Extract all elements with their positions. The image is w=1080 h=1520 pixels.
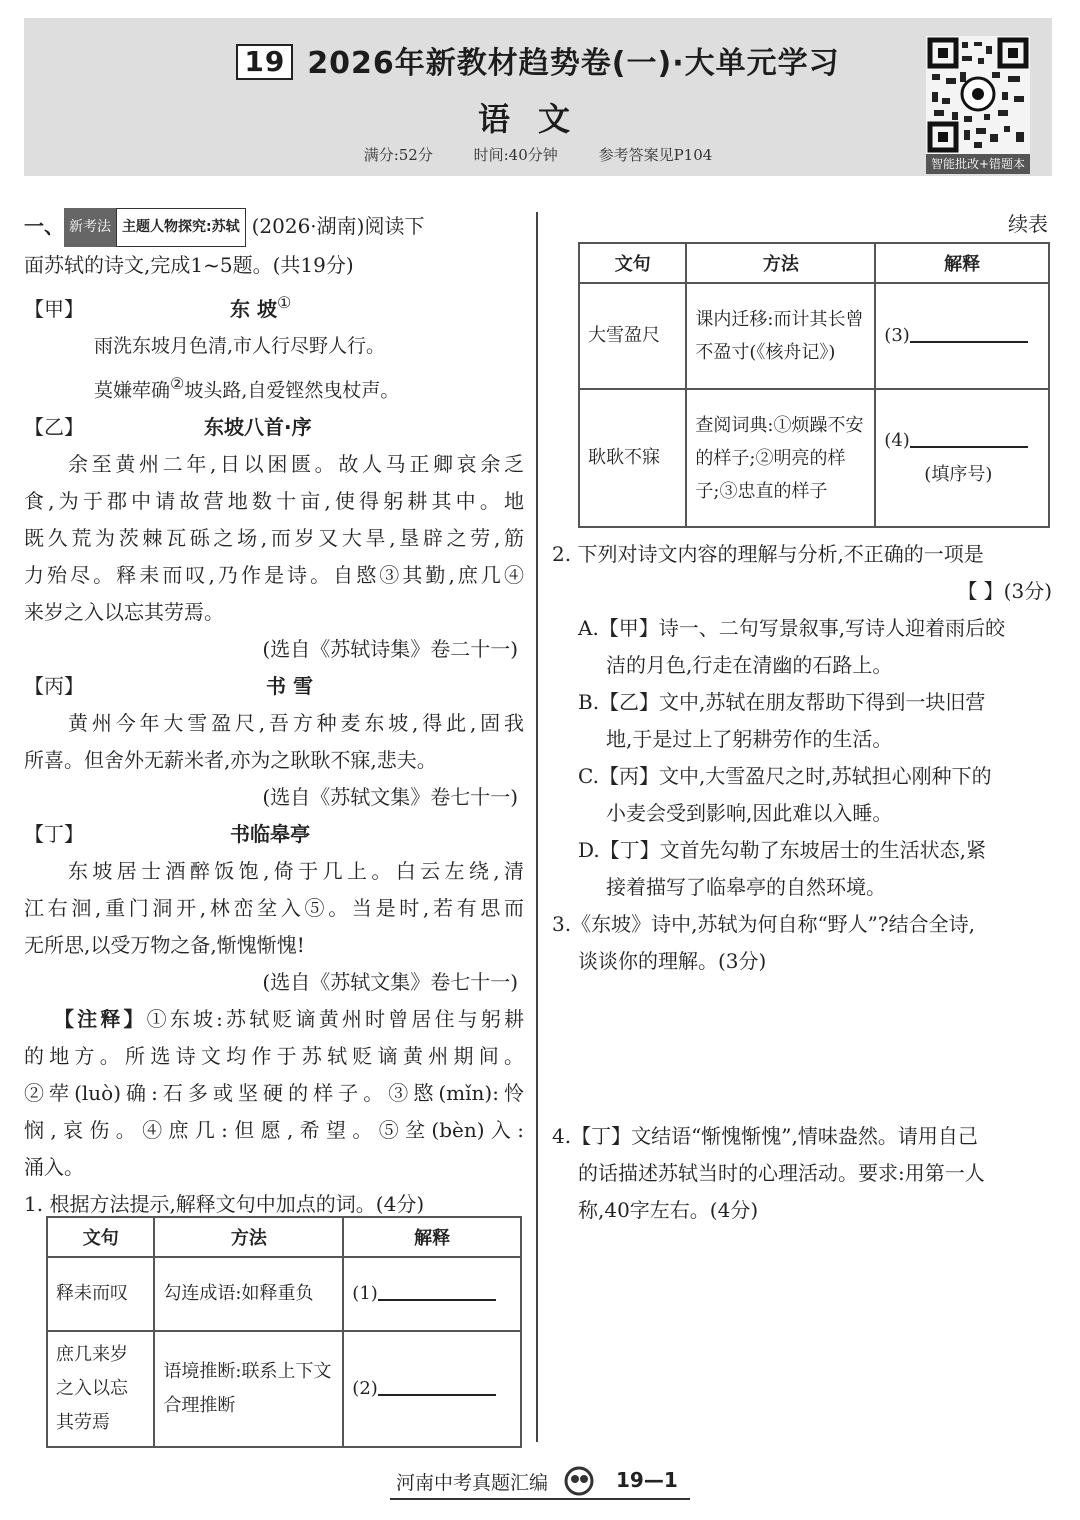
sentence-cell: 释耒而叹: [47, 1257, 154, 1331]
section-intro-line2: 面苏轼的诗文,完成1~5题。(共19分): [24, 253, 354, 277]
option-d[interactable]: D.【丁】文首先勾勒了东坡居士的生活状态,紧: [578, 838, 987, 862]
notes-line-1: 【注释】①东坡:苏轼贬谪黄州时曾居住与躬耕: [54, 1006, 524, 1031]
method-cell: 查阅词典:①烦躁不安的样子;②明亮的样子;③忠直的样子: [686, 389, 875, 527]
yi-line-4: 力殆尽。释耒而叹,乃作是诗。自愍③其勤,庶几④: [24, 562, 524, 587]
poem-line-2: 莫嫌荦确②坡头路,自爱铿然曳杖声。: [94, 373, 400, 401]
table-header: 方法: [686, 243, 875, 283]
method-cell: 勾连成语:如释重负: [154, 1257, 343, 1331]
text-jia-title: 【甲】 东 坡①: [24, 293, 292, 321]
text-yi-title: 【乙】 东坡八首·序: [24, 414, 312, 439]
owl-logo-icon: [562, 1466, 596, 1496]
option-d-cont: 接着描写了临皋亭的自然环境。: [606, 875, 886, 899]
yi-line-1: 余至黄州二年,日以困匮。故人马正卿哀余乏: [68, 451, 524, 476]
ding-source: (选自《苏轼文集》卷七十一): [262, 969, 518, 994]
page-number: 19—1: [616, 1468, 678, 1492]
ding-line-1: 东坡居士酒醉饭饱,倚于几上。白云左绕,清: [68, 858, 524, 883]
exam-title: 2026年新教材趋势卷(一)·大单元学习: [307, 46, 840, 81]
notes-line-2: 的地方。所选诗文均作于苏轼贬谪黄州期间。: [24, 1043, 524, 1068]
answer-blank[interactable]: [378, 1378, 496, 1396]
table-header: 解释: [875, 243, 1049, 283]
section-intro: 一、 新考法 主题人物探究:苏轼 (2026·湖南)阅读下: [24, 208, 524, 247]
notes-line-4: 悯,哀伤。④庶几:但愿,希望。⑤坌(bèn)入:: [24, 1117, 524, 1142]
table-header: 文句: [47, 1217, 154, 1257]
yi-line-3: 既久荒为茨棘瓦砾之场,而岁又大旱,垦辟之劳,筋: [24, 525, 524, 550]
exam-time: 时间:40分钟: [473, 146, 558, 164]
table-row: [579, 283, 1049, 389]
question-4-cont: 称,40字左右。(4分): [578, 1198, 759, 1222]
answer-blank[interactable]: [910, 325, 1028, 343]
page-footer: [390, 1466, 690, 1500]
option-c-cont: 小麦会受到影响,因此难以入睡。: [606, 801, 893, 825]
bing-line-2: 所喜。但舍外无薪米者,亦为之耿耿不寐,悲夫。: [24, 747, 437, 772]
table-row: [579, 389, 1049, 527]
question-2-block: [552, 536, 1052, 980]
exam-meta: [24, 144, 1052, 165]
question-2: 2. 下列对诗文内容的理解与分析,不正确的一项是: [552, 542, 984, 566]
answer-blank[interactable]: [378, 1283, 496, 1301]
exam-header: [24, 18, 1052, 176]
sentence-cell: 庶几来岁之入以忘其劳焉: [47, 1331, 154, 1447]
question-2-bracket[interactable]: 【 】(3分): [957, 579, 1052, 603]
full-score: 满分:52分: [363, 146, 433, 164]
answer-blank[interactable]: [910, 430, 1028, 448]
left-column: [24, 208, 524, 1433]
new-method-badge: 新考法: [64, 208, 116, 247]
table-row: [47, 1257, 521, 1331]
answer-cell[interactable]: (1): [343, 1257, 521, 1331]
subject-title: 语文: [477, 100, 598, 138]
option-a-cont: 洁的月色,行走在清幽的石路上。: [606, 653, 893, 677]
bing-line-1: 黄州今年大雪盈尺,吾方种麦东坡,得此,固我: [68, 710, 524, 735]
option-b-cont: 地,于是过上了躬耕劳作的生活。: [606, 727, 893, 751]
question-4-cont: 的话描述苏轼当时的心理活动。要求:用第一人: [578, 1161, 985, 1185]
sentence-cell: 大雪盈尺: [579, 283, 686, 389]
option-c[interactable]: C.【丙】文中,大雪盈尺之时,苏轼担心刚种下的: [578, 764, 992, 788]
method-cell: 语境推断:联系上下文合理推断: [154, 1331, 343, 1447]
qr-code-icon[interactable]: [926, 36, 1030, 154]
yi-source: (选自《苏轼诗集》卷二十一): [262, 636, 518, 661]
question-3: 3.《东坡》诗中,苏轼为何自称“野人”?结合全诗,: [552, 912, 975, 936]
notes-line-3: ②荦(luò)确:石多或坚硬的样子。③愍(mǐn):怜: [24, 1080, 524, 1105]
question-1: 1. 根据方法提示,解释文句中加点的词。(4分): [24, 1191, 425, 1216]
footer-brand: 河南中考真题汇编: [396, 1472, 549, 1494]
option-a[interactable]: A.【甲】诗一、二句写景叙事,写诗人迎着雨后皎: [578, 616, 1006, 640]
answer-cell[interactable]: (3): [875, 283, 1049, 389]
sentence-cell: 耿耿不寐: [579, 389, 686, 527]
answer-reference: 参考答案见P104: [598, 146, 713, 164]
text-ding-title: 【丁】 书临皋亭: [24, 821, 310, 846]
answer-cell[interactable]: (2): [343, 1331, 521, 1447]
yi-line-5: 来岁之入以忘其劳焉。: [24, 599, 224, 624]
continued-label: 续表: [1008, 212, 1048, 236]
question-4-block: [552, 1118, 1052, 1229]
answer-cell[interactable]: (4) (填序号): [875, 389, 1049, 527]
method-cell: 课内迁移:而计其长曾不盈寸(《核舟记》): [686, 283, 875, 389]
question-1-table: [46, 1216, 522, 1448]
question-3-cont: 谈谈你的理解。(3分): [578, 949, 767, 973]
text-bing-title: 【丙】 书 雪: [24, 673, 313, 698]
table-header: 解释: [343, 1217, 521, 1257]
yi-line-2: 食,为于郡中请故营地数十亩,使得躬耕其中。地: [24, 488, 524, 513]
paper-number: 19: [236, 44, 293, 80]
table-header: 方法: [154, 1217, 343, 1257]
table-row: [47, 1331, 521, 1447]
poem-line-1: 雨洗东坡月色清,市人行尽野人行。: [94, 334, 386, 357]
table-header: 文句: [579, 243, 686, 283]
bing-source: (选自《苏轼文集》卷七十一): [262, 784, 518, 809]
ding-line-3: 无所思,以受万物之备,惭愧惭愧!: [24, 932, 305, 957]
theme-badge: 主题人物探究:苏轼: [116, 208, 246, 247]
option-b[interactable]: B.【乙】文中,苏轼在朋友帮助下得到一块旧营: [578, 690, 986, 714]
ding-line-2: 江右洄,重门洞开,林峦坌入⑤。当是时,若有思而: [24, 895, 524, 920]
qr-label: 智能批改+错题本: [926, 154, 1030, 174]
answer-note: (填序号): [924, 464, 993, 485]
question-1-table-continued: [578, 242, 1050, 528]
exam-title-line: [24, 38, 1052, 82]
column-divider: [536, 212, 538, 1442]
notes-line-5: 涌入。: [24, 1154, 84, 1179]
question-4: 4.【丁】文结语“惭愧惭愧”,情味盎然。请用自己: [552, 1124, 978, 1148]
